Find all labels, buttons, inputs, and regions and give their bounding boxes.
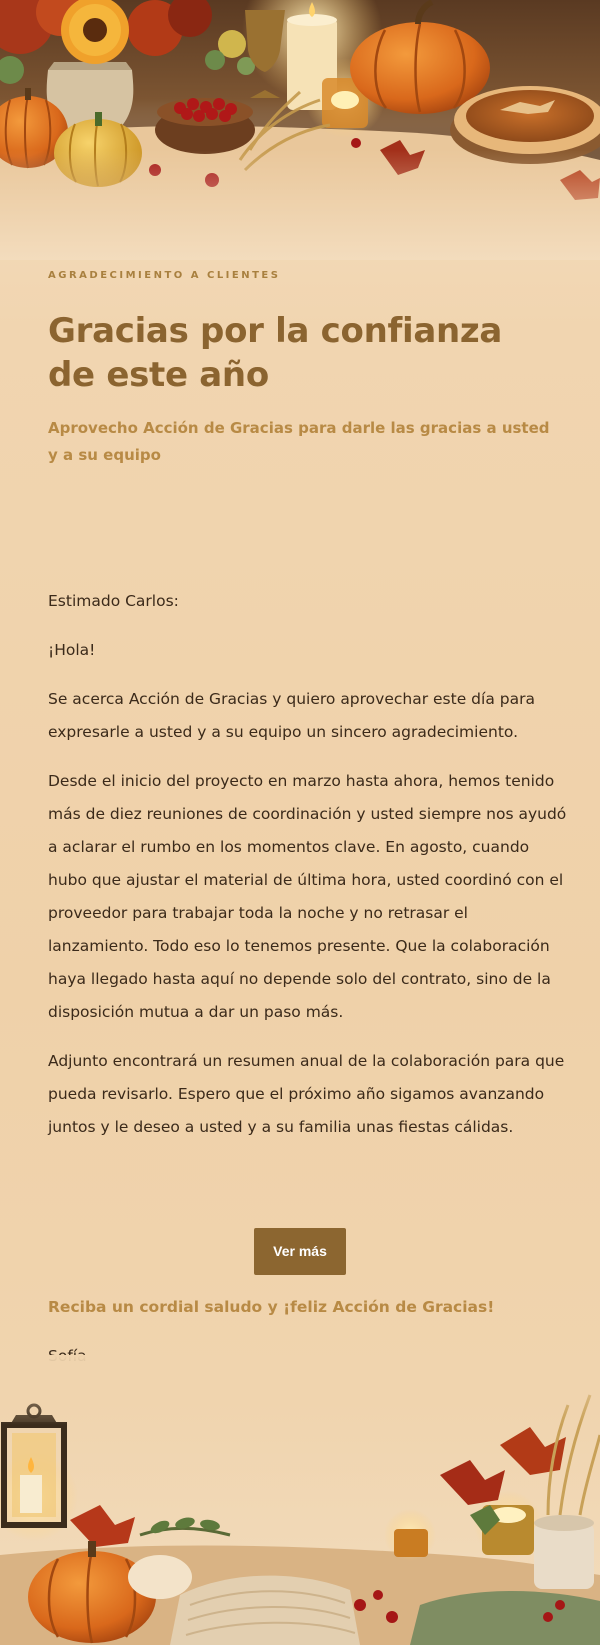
closing-line: Reciba un cordial saludo y ¡feliz Acción de Gracias! (48, 1298, 495, 1316)
greeting: Estimado Carlos: (48, 592, 179, 610)
letter-body (48, 585, 568, 1160)
header-section (48, 270, 558, 469)
footer-autumn-illustration (0, 1355, 600, 1645)
paragraph: Desde el inicio del proyecto en marzo hasta ahora, hemos tenido más de diez reuniones de coordinación y usted siempre nos ayudó a aclarar el rumbo en los momentos clave. En agosto, cuando hubo que ajustar el material de última hora, usted coordinó con el proveedor para trabajar toda la noche y no retrasar el lanzamiento. Todo eso lo tenemos presente. Que la colaboración haya llegado hasta aquí no depende solo del contrato, sino de la disposición mutua a dar un paso más. (48, 772, 567, 1021)
hello-line: ¡Hola! (48, 641, 96, 659)
page-subtitle: Aprovecho Acción de Gracias para darle las gracias a usted y a su equipo (48, 419, 550, 464)
ver-mas-button[interactable]: Ver más (254, 1228, 346, 1275)
page-title: Gracias por la confianza de este año (48, 311, 503, 395)
cta-container (0, 1228, 600, 1275)
header-autumn-illustration (0, 0, 600, 260)
paragraph: Adjunto encontrará un resumen anual de la colaboración para que pueda revisarlo. Espero que el próximo año sigamos avanzando juntos y le deseo a usted y a su familia unas fiestas cálidas. (48, 1052, 565, 1136)
eyebrow-label: AGRADECIMIENTO A CLIENTES (48, 270, 281, 281)
paragraph: Se acerca Acción de Gracias y quiero aprovechar este día para expresarle a usted y a su equipo un sincero agradecimiento. (48, 690, 535, 741)
